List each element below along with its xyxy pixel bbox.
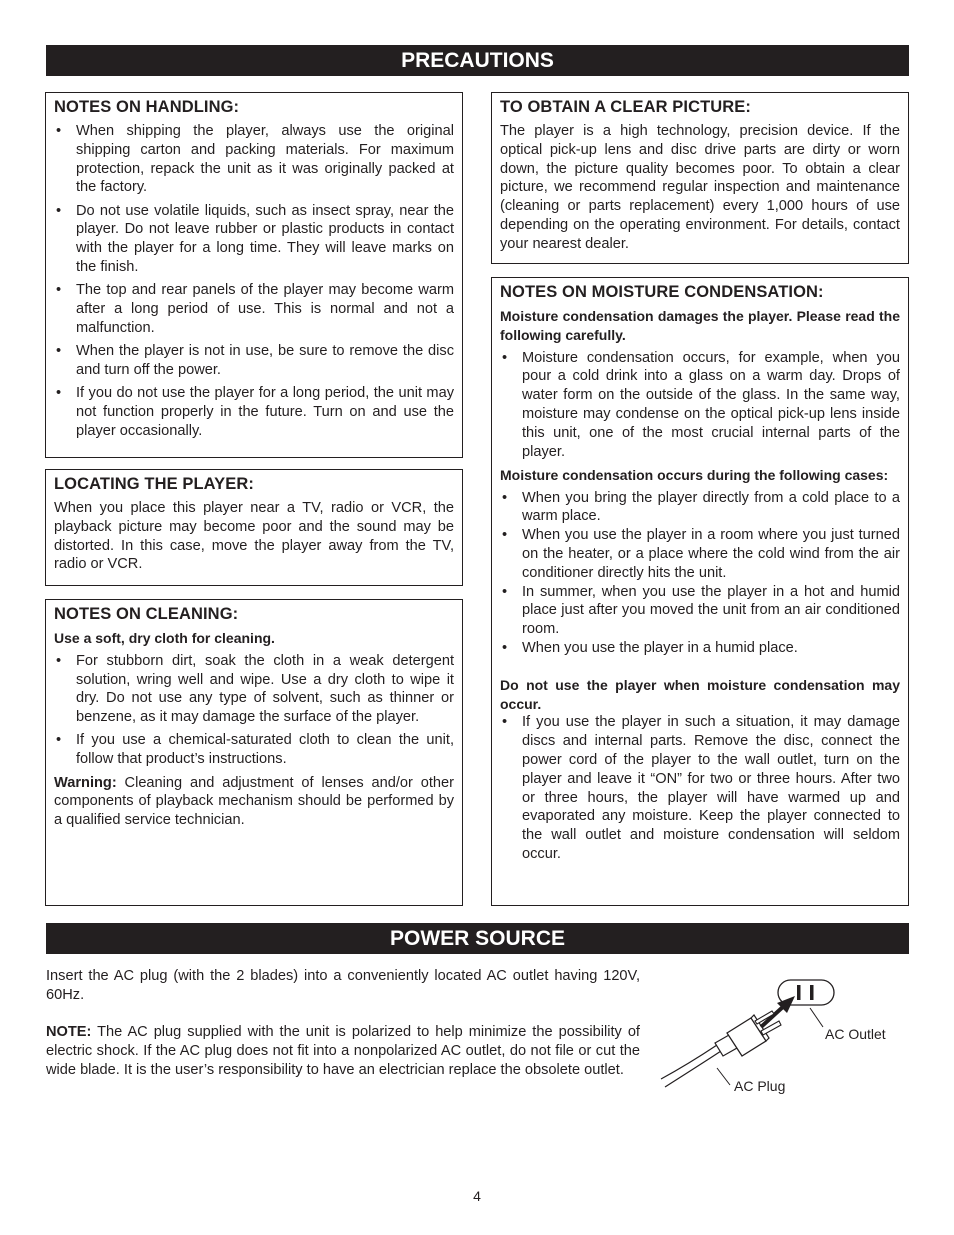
locating-section <box>45 469 463 586</box>
moisture-list-1 <box>500 349 900 462</box>
cleaning-title: NOTES ON CLEANING: <box>54 605 239 623</box>
power-source-note <box>46 1023 640 1079</box>
list-item: • If you do not use the player for a long period, the unit may not function properly in the future. Turn on and use the player occasionally. <box>54 384 454 440</box>
locating-title: LOCATING THE PLAYER: <box>54 475 255 493</box>
moisture-subtitle-2: Moisture condensation occurs during the following cases: <box>500 466 889 483</box>
moisture-title: NOTES ON MOISTURE CONDENSATION: <box>500 283 824 301</box>
list-item: • If you use a chemical-saturated cloth to clean the unit, follow that product’s instructions. <box>54 731 454 769</box>
page-number: 4 <box>473 1188 481 1204</box>
power-source-heading: POWER SOURCE <box>46 923 909 954</box>
ac-plug-icon <box>661 1011 781 1087</box>
warning-text: Cleaning and adjustment of lenses and/or other components of playback mechanism should be performed by a qualified service technician. <box>54 774 454 829</box>
outlet-pointer <box>810 1008 823 1027</box>
warning-label: Warning: <box>54 774 117 791</box>
ac-outlet-label: AC Outlet <box>825 1026 886 1042</box>
ac-plug-label: AC Plug <box>734 1078 786 1094</box>
moisture-list-3 <box>500 713 900 863</box>
handling-list <box>54 122 454 441</box>
precautions-heading: PRECAUTIONS <box>46 45 909 76</box>
cleaning-subtitle: Use a soft, dry cloth for cleaning. <box>54 630 275 646</box>
list-item: • Do not use volatile liquids, such as insect spray, near the player. Do not leave rubber or plastic products in contact with the player for a long time. They will leave marks on the finish. <box>54 202 454 277</box>
moisture-list-2 <box>500 489 900 658</box>
list-item: • When you use the player in a humid place. <box>500 639 900 658</box>
cleaning-list <box>54 652 454 769</box>
handling-title: NOTES ON HANDLING: <box>54 98 240 116</box>
power-source-text: Insert the AC plug (with the 2 blades) into a conveniently located AC outlet having 120V, 60Hz. <box>46 968 640 1003</box>
list-item: • When you bring the player directly from a cold place to a warm place. <box>500 489 900 527</box>
moisture-subtitle-1: Moisture condensation damages the player. Please read the following carefully. <box>500 308 900 343</box>
list-item: • The top and rear panels of the player may become warm after a long period of use. This is normal and not a malfunction. <box>54 281 454 337</box>
list-item: • In summer, when you use the player in a hot and humid place just after you moved the unit from an air conditioned room. <box>500 583 900 639</box>
handling-section <box>45 92 463 458</box>
picture-text: The player is a high technology, precision device. If the optical pick-up lens and disc drive parts are dirty or worn down, the picture quality becomes poor. To obtain a clear picture, we recommend regular inspection and maintenance (cleaning or parts replacement) every 1,000 hours of use depending on the operating environment. For details, contact your nearest dealer. <box>500 123 900 252</box>
cleaning-section <box>45 599 463 906</box>
plug-pointer <box>717 1068 730 1085</box>
list-item: • When the player is not in use, be sure to remove the disc and turn off the power. <box>54 342 454 380</box>
moisture-subtitle-3: Do not use the player when moisture condensation may occur. <box>500 676 900 712</box>
picture-title: TO OBTAIN A CLEAR PICTURE: <box>500 98 752 116</box>
cleaning-warning <box>54 774 454 830</box>
locating-text: When you place this player near a TV, radio or VCR, the playback picture may become poor and the sound may be distorted. In this case, move the player away from the TV, radio or VCR. <box>54 500 454 573</box>
list-item: • When shipping the player, always use the original shipping carton and packing materials. For maximum protection, repack the unit as it was originally packed at the factory. <box>54 122 454 197</box>
list-item: • Moisture condensation occurs, for example, when you pour a cold drink into a glass on a warm day. Drops of water form on the outside of the glass. In the same way, moisture may condense on the optical pick-up lens inside this unit, one of the most crucial internal parts of the player. <box>500 349 900 462</box>
list-item: • If you use the player in such a situation, it may damage discs and internal parts. Remove the disc, connect the power cord of the player to the wall outlet, turn on the player and leave it “ON” for two or three hours. After two or three hours, the player will have warmed up and evaporated any moisture. Keep the player connected to the wall outlet and moisture condensation will seldom occur. <box>500 713 900 863</box>
note-text: The AC plug supplied with the unit is polarized to help minimize the possibility of electric shock. If the AC plug does not fit into a nonpolarized AC outlet, do not file or cut the wide blade. It is the user’s responsibility to have an electrician replace the obsolete outlet. <box>46 1024 640 1078</box>
moisture-section <box>491 277 909 906</box>
list-item: • When you use the player in a room where you just turned on the heater, or a place where the cold wind from the air conditioner directly hits the unit. <box>500 526 900 582</box>
note-label: NOTE: <box>46 1024 92 1040</box>
list-item: • For stubborn dirt, soak the cloth in a weak detergent solution, wring well and wipe. Use a dry cloth to wipe it dry. Do not use any type of solvent, such as thinner or benzene, as it may damage the surface of the player. <box>54 652 454 727</box>
picture-section <box>491 92 909 264</box>
